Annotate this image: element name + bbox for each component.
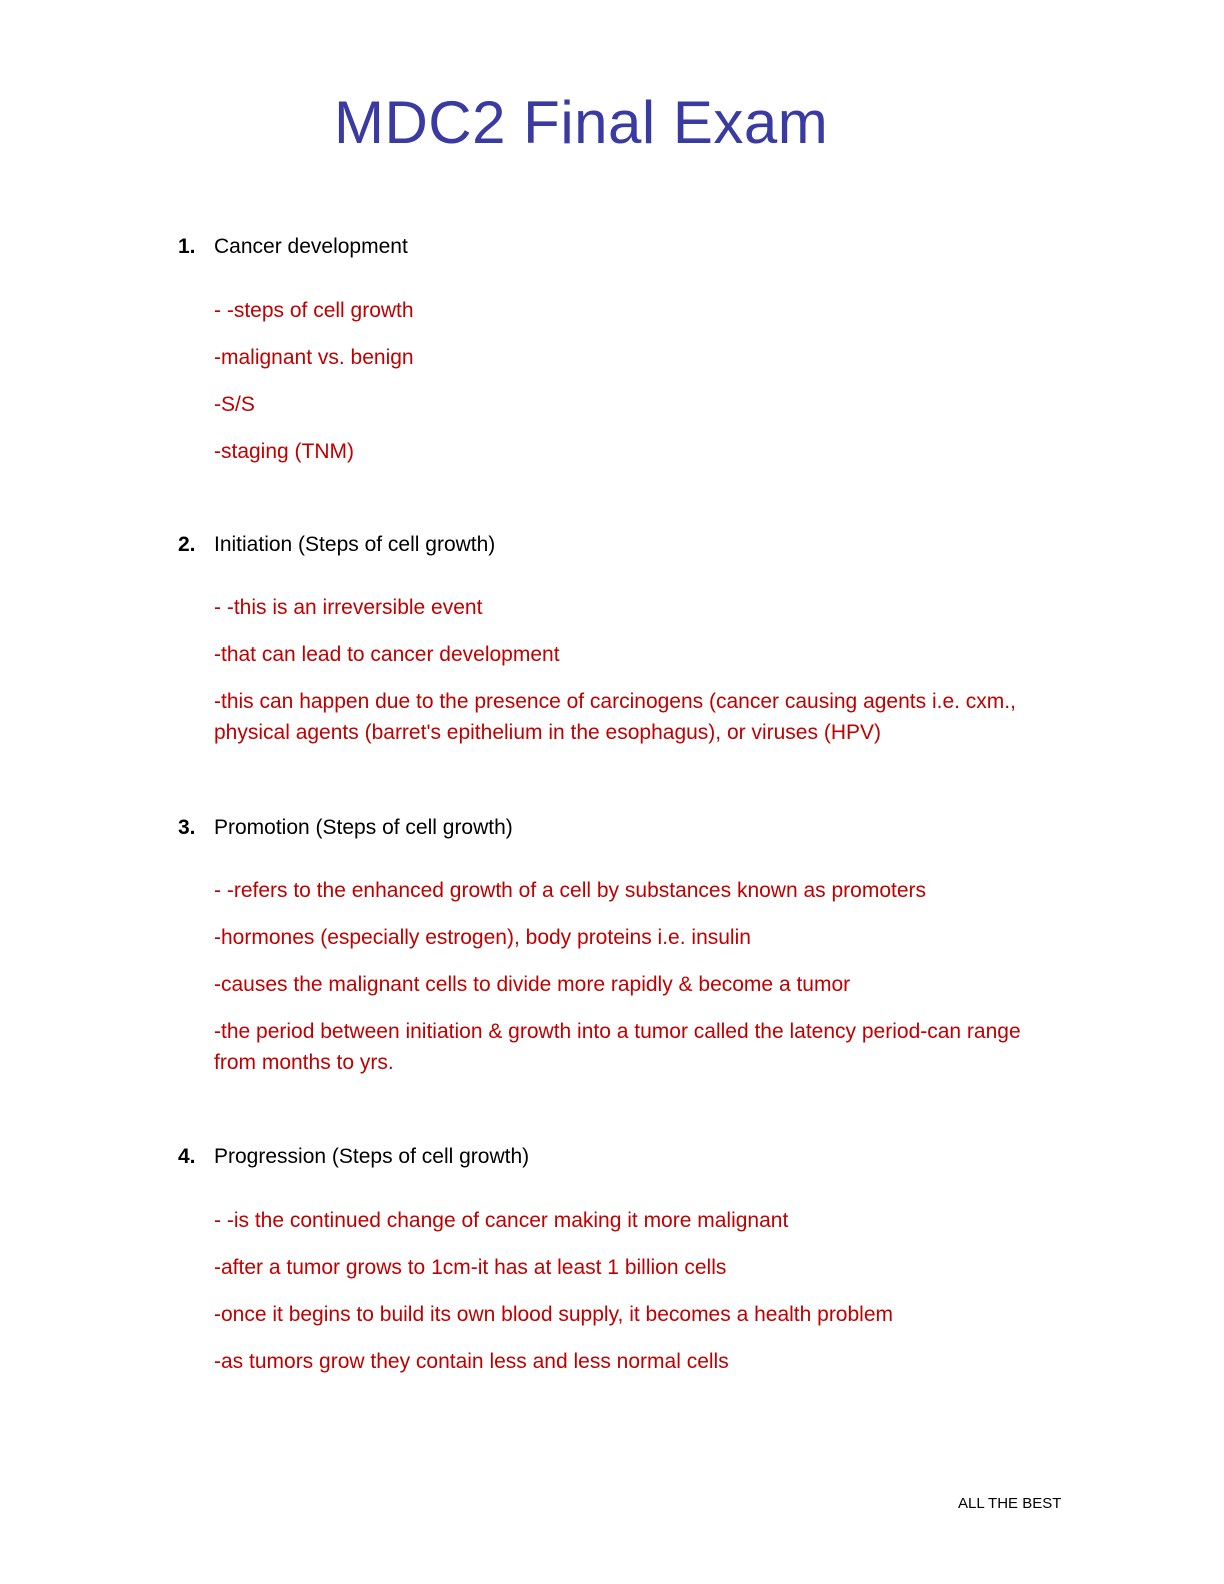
question-text: Cancer development [214,235,408,258]
answer-line: - -refers to the enhanced growth of a cell by substances known as promoters [214,879,927,902]
question-heading [178,530,495,560]
question-text: Initiation (Steps of cell growth) [214,533,496,556]
answer-line: -this can happen due to the presence of carcinogens (cancer causing agents i.e. cxm., physical agents (barret's epithelium in the esophagus), or viruses (HPV) [214,690,1016,744]
question-heading [178,232,408,262]
answer-line: -staging (TNM) [214,440,355,463]
question-heading [178,1142,529,1172]
answer-line: - -is the continued change of cancer making it more malignant [214,1209,789,1232]
question-number: 1. [178,235,196,258]
footer-text: ALL THE BEST [958,1495,1062,1512]
answer-line: -malignant vs. benign [214,346,414,369]
answer-line: -causes the malignant cells to divide more rapidly & become a tumor [214,973,851,996]
answer-line: -once it begins to build its own blood supply, it becomes a health problem [214,1303,894,1326]
answer-line: -hormones (especially estrogen), body proteins i.e. insulin [214,926,751,949]
answer-line: - -this is an irreversible event [214,596,483,619]
question-text: Promotion (Steps of cell growth) [214,816,513,839]
question-heading [178,813,513,843]
question-number: 4. [178,1145,196,1168]
answer-line: -that can lead to cancer development [214,643,560,666]
answer-line: -the period between initiation & growth into a tumor called the latency period-can range from months to yrs. [214,1020,1021,1074]
answer-line: -after a tumor grows to 1cm-it has at least 1 billion cells [214,1256,727,1279]
answer-line: -S/S [214,393,255,416]
question-text: Progression (Steps of cell growth) [214,1145,530,1168]
question-number: 2. [178,533,196,556]
question-number: 3. [178,816,196,839]
page-title: MDC2 Final Exam [334,89,829,156]
answer-line: -as tumors grow they contain less and less normal cells [214,1350,729,1373]
answer-line: - -steps of cell growth [214,299,414,322]
